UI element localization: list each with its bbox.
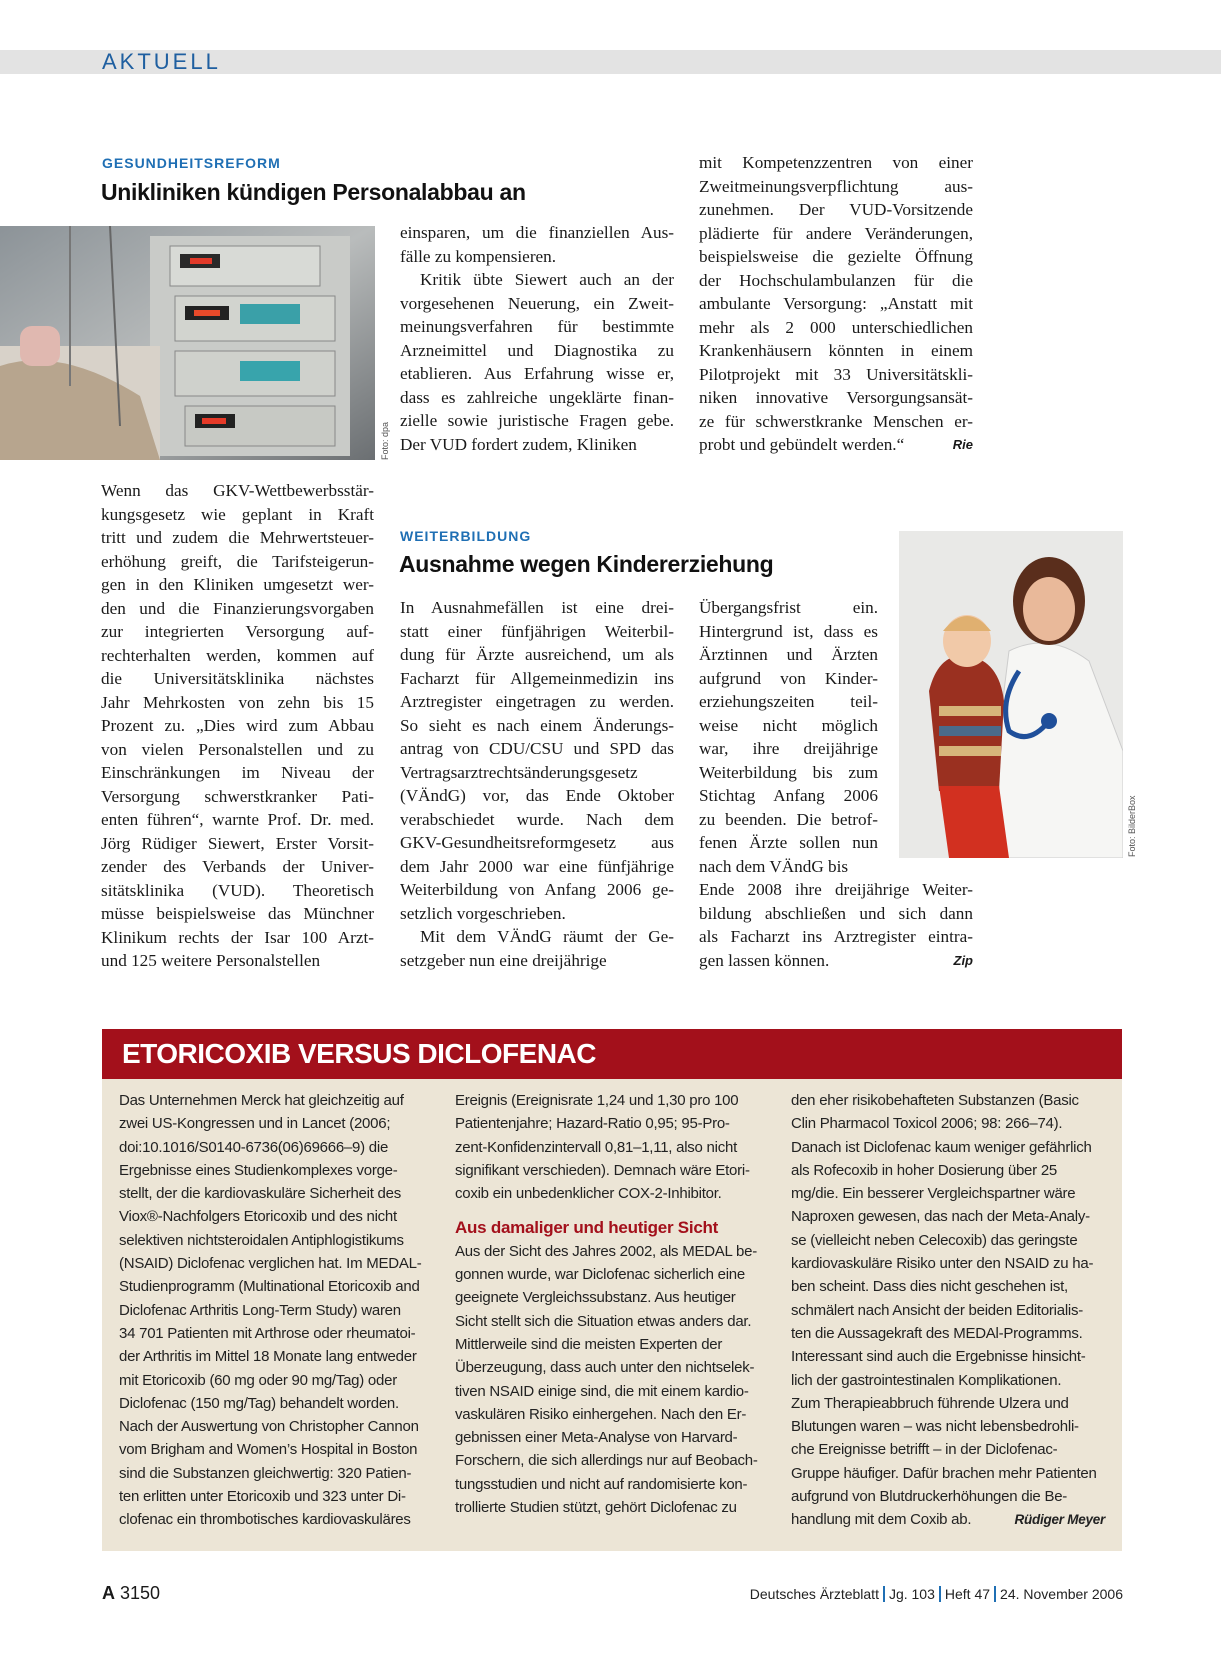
text-line: In Ausnahmefällen ist eine drei- [400,598,674,617]
text-line: niken innovative Versorgungsansät- [699,388,973,407]
text-line: war, ihre dreijährige [699,739,878,758]
box-header [102,1029,1122,1079]
text-line: zielle sowie juristische Fragen gebe. [400,411,674,430]
text-line: aufgrund von Kinder- [699,668,878,688]
article2-photo-credit: Foto: BilderBox [1127,795,1137,857]
text-line: Jahr Mehrkosten von zehn bis 15 [101,692,374,712]
text-line: Rie probt und gebündelt werden.“ [699,433,973,457]
text-line: tiven NSAID einige sind, die mit einem kardio- [455,1382,749,1400]
text-line: Mittlerweile sind die meisten Experten der [455,1335,723,1353]
box-title: ETORICOXIB VERSUS DICLOFENAC [122,1038,596,1069]
text-line: Weiterbildung bis zum [699,762,878,782]
author-signature: Zip [953,952,973,968]
doctor-child-image [899,531,1123,858]
text-line: beispielsweise die gezielte Öffnung [699,247,973,266]
text-line: ten die Aussagekraft des MEDAl-Programms. [791,1324,1083,1342]
etoricoxib-box [102,1029,1122,1551]
article1-photo-credit: Foto: dpa [380,421,390,460]
text-line: nach dem VÄndG bis [699,856,849,876]
text-line: zwei US-Kongressen und in Lancet (2006; [119,1115,391,1133]
article1-column-2 [400,221,674,456]
text-line: Diclofenac (150 mg/Tag) behandelt worden. [119,1394,399,1412]
text-line: GKV-Gesundheitsreformgesetz aus [400,833,674,852]
article2-column-2-short [699,596,878,878]
text-line: So sieht es nach einem Änderungs- [400,715,674,735]
journal-issue: Heft 47 [944,1586,991,1602]
article1-column-3 [699,151,973,457]
section-label: AKTUELL [102,49,221,74]
text-line: Versorgung schwerstkranker Pati- [101,786,374,806]
text-line: Jörg Rüdiger Siewert, Erster Vorsit- [101,833,374,853]
text-line: mit Etoricoxib (60 mg oder 90 mg/Tag) oder [119,1371,397,1389]
text-line: vorgesehenen Neuerung, ein Zweit- [400,293,674,313]
text-line: ze für schwerstkranke Menschen er- [699,411,973,431]
text-line: doi:10.1016/S0140-6736(06)69666–9) die [119,1138,389,1156]
text-line: Studienprogramm (Multinational Etoricoxib and [119,1278,420,1296]
article1-headline: Unikliniken kündigen Personalabbau an [101,179,526,205]
text-line: kardiovaskuläre Risiko unter den NSAID zu ha- [791,1255,1094,1273]
text-line: kungsgesetz wie geplant in Kraft [101,504,374,524]
text-line: aufgrund von Blutdruckerhöhungen die Be- [791,1488,1068,1506]
text-line: setzlich vorgeschrieben. [400,903,566,923]
text-line: Forschern, die sich allerdings nur auf Beobach- [455,1452,758,1470]
text-line: sind die Substanzen gleichwertig: 320 Patien- [119,1464,412,1482]
text-line: Arzneimittel und Diagnostika zu [400,340,674,360]
text-line: einsparen, um die finanziellen Aus- [400,223,674,242]
text-line: lich der gastrointestinalen Komplikationen. [791,1371,1062,1389]
author-signature: Rie [952,437,973,452]
text-line: vaskulären Risiko einhergehen. Nach den Er- [455,1405,747,1423]
text-line: Stichtag Anfang 2006 [699,786,878,805]
text-line: tritt und zudem die Mehrwertsteuer- [101,528,374,547]
text-line: Zweitmeinungsverpflichtung aus- [699,176,973,196]
text-line: die Universitätsklinika nächstes [101,669,374,688]
text-line: Blutungen waren – was nicht lebensbedrohli- [791,1418,1079,1436]
article1-column-1 [101,479,374,973]
box-column-3 [791,1089,1105,1532]
text-line: 34 701 Patienten mit Arthrose oder rheumatoi- [119,1324,416,1342]
text-line: Kritik übte Siewert auch an der [420,270,674,289]
text-line: geeignete Vergleichssubstanz. Aus heutiger [455,1289,736,1307]
text-line: Vertragsarztrechtsänderungsgesetz [400,762,638,782]
text-line: Ereignis (Ereignisrate 1,24 und 1,30 pro 100 [455,1092,739,1109]
text-line: Wenn das GKV-Wettbewerbsstär- [101,481,374,500]
text-line: (VÄndG) vor, das Ende Oktober [400,786,674,805]
text-line: Pilotprojekt mit 33 Universitätskli- [699,364,973,384]
journal-name: Deutsches Ärzteblatt [749,1586,879,1602]
box-column-1 [119,1089,437,1532]
article1-kicker: GESUNDHEITSREFORM [102,155,281,171]
text-line: se (vielleicht neben Celecoxib) das geringste [791,1231,1078,1249]
text-line: Sicht stellt sich die Situation etwas anders dar. [455,1312,752,1330]
text-line: fenen Ärzte sollen nun [699,833,878,852]
page-prefix: A [102,1583,115,1603]
text-line: weise nicht möglich [699,715,878,735]
journal-info [750,1585,1123,1603]
text-line: mg/die. Ein besserer Vergleichspartner wäre [791,1185,1076,1203]
text-line: der Hochschulambulanzen für die [699,270,973,290]
text-line: erziehungszeiten teil- [699,692,878,711]
text-line: plädierte für andere Veränderungen, [699,223,973,243]
box-subheading: Aus damaliger und heutiger Sicht [455,1218,719,1238]
text-line: schmälert nach Ansicht der beiden Editorialis- [791,1301,1083,1319]
text-line: (NSAID) Diclofenac verglichen hat. Im MEDAL- [119,1255,422,1273]
text-line: Aus der Sicht des Jahres 2002, als MEDAL be- [455,1242,757,1260]
text-line: antrag von CDU/CSU und SPD das [400,739,674,758]
text-line: müsse beispielsweise das Münchner [101,904,374,923]
text-line: ambulante Versorgung: „Anstatt mit [699,294,973,313]
text-line: zender des Verbands der Univer- [101,857,374,876]
text-line: dem Jahr 2000 war eine fünfjährige [400,856,674,876]
text-line: mehr als 2 000 unterschiedlichen [699,317,973,337]
text-line: meinungsverfahren für bestimmte [400,317,674,336]
text-line: Facharzt für Allgemeinmedizin ins [400,668,674,688]
text-line: gebnissen einer Meta-Analyse von Harvard- [455,1429,738,1447]
text-line: mit Kompetenzzentren von einer [699,153,973,172]
text-line: Zum Therapieabbruch führende Ulzera und [791,1394,1069,1412]
text-line: handlung mit dem Coxib ab. Rüdiger Meyer [791,1508,1105,1531]
text-line: dass es zahlreiche ungeklärte finan- [400,387,674,407]
hospital-equipment-image [0,226,375,460]
article2-photo-doctor-with-child [899,531,1123,858]
text-line: Übergangsfrist ein. [699,598,878,617]
article2-kicker: WEITERBILDUNG [400,528,532,544]
text-line: zur integrierten Versorgung auf- [101,622,374,641]
text-line: clofenac ein thrombotisches kardiovaskuläres [119,1511,411,1529]
text-line: Interessant sind auch die Ergebnisse hinsicht- [791,1348,1086,1366]
text-line: ben scheint. Dass dies nicht geschehen ist, [791,1278,1068,1296]
text-line: Hintergrund ist, dass es [699,621,878,641]
text-line: enten führen“, warnte Prof. Dr. med. [101,810,374,829]
text-line: stellt, der die kardiovaskuläre Sicherheit des [119,1185,401,1203]
text-line: als Facharzt ins Arztregister eintra- [699,927,973,946]
text-line: Mit dem VÄndG räumt der Ge- [420,927,674,946]
text-line: Arztregister eingetragen zu werden. [400,692,674,711]
text-line: Krankenhäusern könnten in einem [699,341,973,360]
spacer [455,1205,773,1216]
text-line: Einschränkungen im Niveau der [101,763,374,782]
article2-column-1 [400,596,674,972]
separator [939,1586,941,1602]
box-column-2 [455,1089,773,1519]
text-line: tungsstudien und nicht auf randomisierte kon- [455,1475,748,1493]
text-line: den und die Finanzierungsvorgaben [101,598,374,618]
separator [883,1586,885,1602]
text-line: etablieren. Aus Erfahrung wisse er, [400,364,674,383]
text-line: Ende 2008 ihre dreijährige Weiter- [699,880,973,899]
text-line: signifikant verschieden). Demnach wäre Etori- [455,1161,750,1179]
text-line: Naproxen gewesen, das nach der Meta-Analy- [791,1208,1090,1226]
text-line: Patientenjahre; Hazard-Ratio 0,95; 95-Pro- [455,1115,730,1133]
text-line: Das Unternehmen Merck hat gleichzeitig auf [119,1092,404,1109]
text-line: Clin Pharmacol Toxicol 2006; 98: 266–74). [791,1115,1063,1133]
text-line: rechterhalten werden, kommen auf [101,645,374,665]
text-line: Danach ist Diclofenac kaum weniger gefährlich [791,1138,1092,1156]
text-line: che Ereignisse betrifft – in der Diclofenac- [791,1441,1058,1459]
text-line: ten erlitten unter Etoricoxib und 323 unter Di- [119,1488,406,1506]
text-line: selektiven nichtsteroidalen Antiphlogistikums [119,1231,404,1249]
text-line: Zip gen lassen können. [699,949,973,973]
text-line: fälle zu kompensieren. [400,246,557,266]
text-line: Nach der Auswertung von Christopher Cannon [119,1418,419,1436]
text-line: Viox®-Nachfolgers Etoricoxib und des nicht [119,1208,397,1226]
text-line: zunehmen. Der VUD-Vorsitzende [699,200,973,219]
text-line: coxib ein unbedenklicher COX-2-Inhibitor. [455,1185,722,1203]
page-number-value: 3150 [120,1583,161,1603]
article2-column-2-wide [699,878,973,972]
journal-volume: Jg. 103 [888,1586,935,1602]
text-line: der Arthritis im Mittel 18 Monate lang entweder [119,1348,417,1366]
separator [994,1586,996,1602]
box-author-signature: Rüdiger Meyer [1014,1512,1105,1528]
text-line: verabschiedet wurde. Nach dem [400,809,674,829]
text-line: gen in den Kliniken umgesetzt wer- [101,575,374,594]
text-line: zent-Konfidenzintervall 0,81–1,11, also nicht [455,1138,737,1156]
text-line: Klinikum rechts der Isar 100 Arzt- [101,927,374,947]
text-line: Überzeugung, dass auch unter den nichtselek- [455,1359,755,1377]
text-line: den eher risikobehafteten Substanzen (Basic [791,1092,1079,1109]
text-line: bildung abschließen und sich dann [699,903,973,923]
article2-headline: Ausnahme wegen Kindererziehung [399,551,774,577]
journal-date: 24. November 2006 [1000,1586,1123,1602]
text-line: gonnen wurde, war Diclofenac sicherlich eine [455,1266,745,1284]
text-line: Ergebnisse eines Studienkomplexes vorge- [119,1161,398,1179]
text-line: als Rofecoxib in hoher Dosierung über 25 [791,1161,1057,1179]
text-line: trollierte Studien stützt, gehört Diclofenac zu [455,1499,737,1517]
text-line: sitätsklinika (VUD). Theoretisch [101,880,374,900]
text-line: erhöhung greift, die Tarifsteigerun- [101,551,374,571]
text-line: Weiterbildung von Anfang 2006 ge- [400,880,674,899]
text-line: vom Brigham and Women’s Hospital in Boston [119,1441,418,1459]
article1-photo-intensive-care [0,226,375,460]
text-line: Prozent zu. „Dies wird zum Abbau [101,716,374,735]
text-line: zu beenden. Die betrof- [699,809,878,829]
text-line: Diclofenac Arthritis Long-Term Study) waren [119,1301,401,1319]
text-line: und 125 weitere Personalstellen [101,951,321,970]
text-line: Gruppe häufiger. Dafür brachen mehr Patienten [791,1464,1097,1482]
text-line: Ärztinnen und Ärzten [699,645,878,664]
text-line: dung für Ärzte ausreichend, um als [400,645,674,664]
text-line: Der VUD fordert zudem, Kliniken [400,434,637,454]
text-line: setzgeber nun eine dreijährige [400,950,607,970]
text-line: von vielen Personalstellen und zu [101,739,374,759]
text-line: statt einer fünfjährigen Weiterbil- [400,621,674,641]
page-number [102,1582,160,1604]
